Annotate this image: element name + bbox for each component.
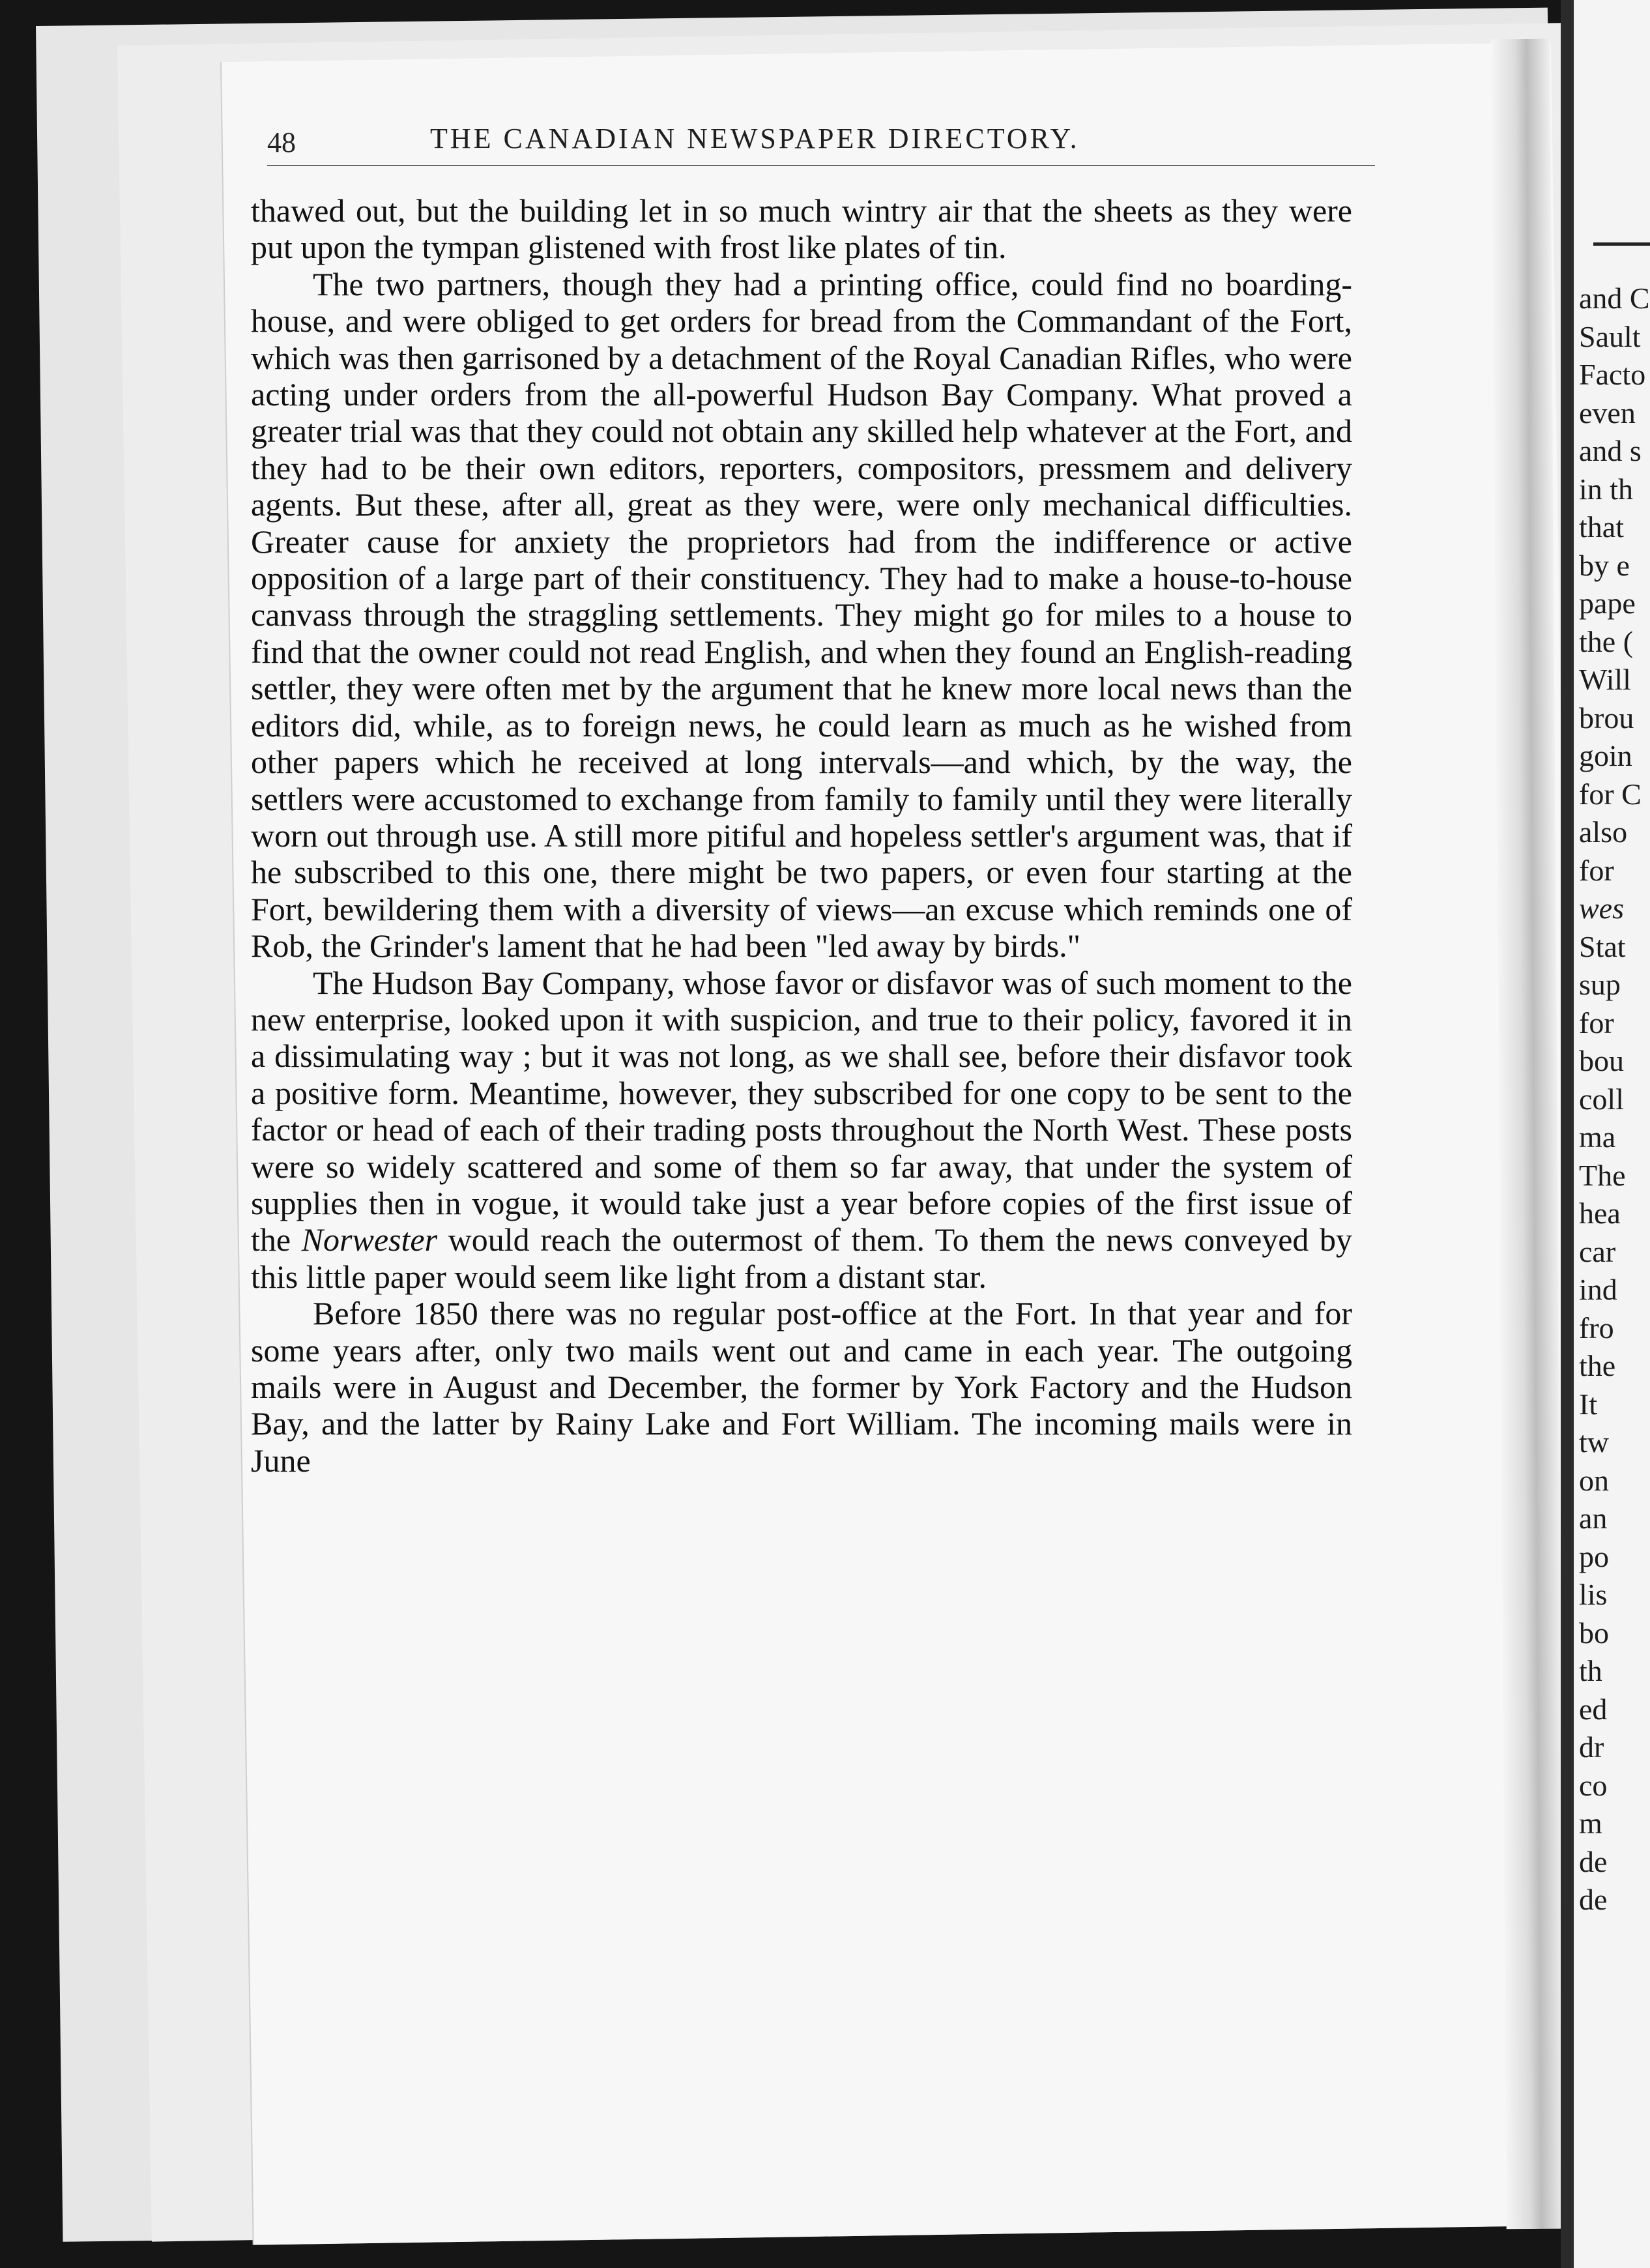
- facing-page-line: for: [1579, 853, 1614, 887]
- facing-page-line: sup: [1579, 968, 1621, 1001]
- facing-page-line: ed: [1579, 1692, 1608, 1726]
- facing-page-line: de: [1579, 1883, 1608, 1916]
- facing-page-line: Facto: [1579, 358, 1646, 391]
- facing-page-line: and s: [1579, 434, 1642, 467]
- facing-page-line: bo: [1579, 1616, 1609, 1650]
- facing-page-line: that: [1579, 510, 1624, 544]
- facing-page-line: Stat: [1579, 929, 1626, 963]
- facing-page-line: the (: [1579, 624, 1634, 658]
- facing-page-line: lis: [1579, 1578, 1608, 1611]
- facing-page-line: an: [1579, 1502, 1608, 1535]
- facing-page-line: Sault: [1579, 319, 1641, 353]
- page-header: [267, 114, 1375, 166]
- paragraph-3-after: would reach the outermost of them. To them the news conveyed by this little paper would seem like light from a distant star.: [251, 1221, 1352, 1295]
- facing-page-line: ma: [1579, 1120, 1616, 1154]
- running-title: THE CANADIAN NEWSPAPER DIRECTORY.: [430, 123, 1080, 154]
- facing-page-line: The: [1579, 1158, 1626, 1192]
- facing-page-line: by e: [1579, 548, 1630, 582]
- facing-page-line: dr: [1579, 1730, 1604, 1764]
- facing-page-line: th: [1579, 1654, 1602, 1687]
- facing-page-line: brou: [1579, 701, 1634, 734]
- facing-page-line: in th: [1579, 472, 1634, 506]
- facing-page-line: po: [1579, 1539, 1609, 1573]
- facing-page-line: bou: [1579, 1044, 1624, 1077]
- facing-page-line: also: [1579, 815, 1628, 849]
- book-gutter: [1561, 0, 1574, 2268]
- facing-page-header-rule: [1593, 242, 1650, 246]
- paragraph-4: Before 1850 there was no regular post-office at the Fort. In that year and for some years after, only two mails went out and came in each year. The outgoing mails were in August and December, the former by York Factory and the Hudson Bay, and the latter by Rainy Lake and Fort William. The incoming mails were in June: [251, 1295, 1352, 1479]
- facing-page-line: for: [1579, 1006, 1614, 1040]
- facing-page-line: car: [1579, 1234, 1616, 1268]
- facing-page-line: coll: [1579, 1082, 1624, 1116]
- paragraph-2: The two partners, though they had a printing office, could find no boarding-house, and were obliged to get orders for bread from the Commandant of the Fort, which was then garrisoned by a detachment of the Royal Canadian Rifles, who were acting under orders from the all-powerful Hudson Bay Company. What proved a greater trial was that they could not obtain any skilled help whatever at the Fort, and they had to be their own editors, reporters, compositors, pressmem and delivery agents. But these, after all, great as they were, were only mechanical difficulties. Greater cause for anxiety the proprietors had from the indifference or active opposition of a large part of their constituency. They had to make a house-to-house canvass through the straggling settlements. They might go for miles to a house to find that the owner could not read English, and when they found an English-reading settler, they were often met by the argument that he knew more local news than the editors did, while, as to foreign news, he could learn as much as he wished from other papers which he received at long intervals—and which, by the way, the settlers were accustomed to exchange from family to family until they were literally worn out through use. A still more pitiful and hopeless settler's argument was, that if he subscribed to this one, there might be two papers, or even four starting at the Fort, bewildering them with a diversity of views—an excuse which reminds one of Rob, the Grinder's lament that he had been "led away by birds.": [251, 265, 1352, 965]
- facing-page: [1574, 0, 1650, 2268]
- facing-page-line: fro: [1579, 1311, 1614, 1345]
- header-rule: [267, 165, 1375, 166]
- facing-page-line: It: [1579, 1387, 1598, 1421]
- facing-page-line: the: [1579, 1349, 1616, 1382]
- body-text: [251, 192, 1352, 1479]
- facing-page-line: and C: [1579, 282, 1650, 315]
- facing-page-line: on: [1579, 1463, 1609, 1497]
- facing-page-line: goin: [1579, 739, 1632, 772]
- facing-page-line: hea: [1579, 1197, 1621, 1230]
- facing-page-line: tw: [1579, 1425, 1609, 1459]
- paragraph-3-before: The Hudson Bay Company, whose favor or disfavor was of such moment to the new enterprise, looked upon it with suspicion, and true to their policy, favored it in a dissimulating way ; but it was not long, as we shall see, before their disfavor took a positive form. Meantime, however, they subscribed for one copy to be sent to the factor or head of each of their trading posts throughout the North West. These posts were so widely scattered and some of them so far away, that under the system of supplies then in vogue, it would take just a year before copies of the first issue of the: [251, 964, 1352, 1258]
- facing-page-line: for C: [1579, 777, 1642, 811]
- newspaper-title-norwester: Norwester: [301, 1221, 438, 1258]
- facing-page-line: even: [1579, 396, 1636, 429]
- facing-page-line: Will: [1579, 663, 1631, 696]
- facing-page-line: de: [1579, 1844, 1608, 1878]
- paragraph-1: thawed out, but the building let in so much wintry air that the sheets as they were put upon the tympan glistened with frost like plates of tin.: [251, 192, 1352, 266]
- page-number: 48: [267, 126, 296, 158]
- facing-page-line: pape: [1579, 587, 1636, 620]
- facing-page-line: m: [1579, 1807, 1602, 1840]
- paragraph-3: [251, 965, 1352, 1296]
- facing-page-line: ind: [1579, 1273, 1617, 1306]
- facing-page-line: wes: [1579, 892, 1624, 925]
- facing-page-line: co: [1579, 1768, 1608, 1802]
